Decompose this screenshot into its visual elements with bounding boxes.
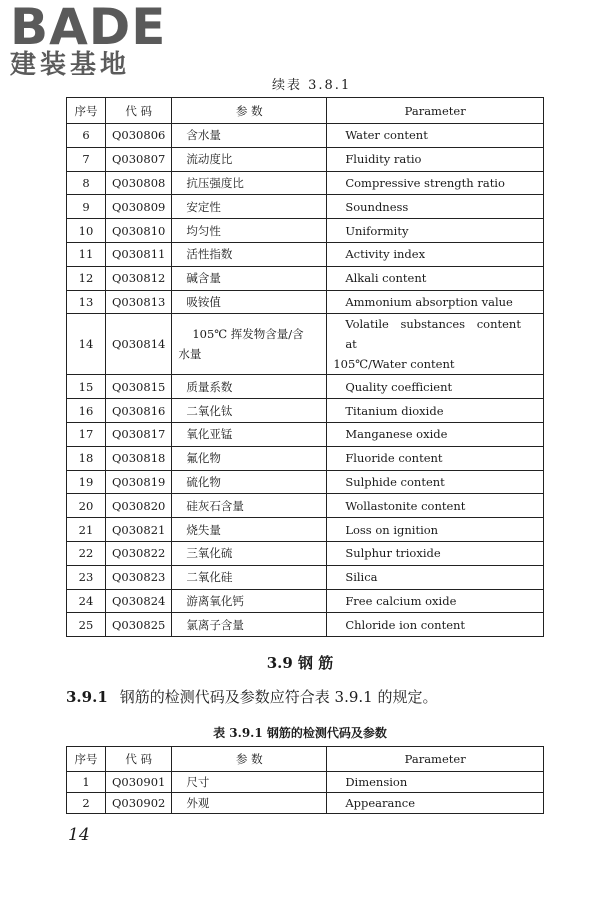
cell-no: 20 — [67, 494, 106, 518]
cell-no: 17 — [67, 422, 106, 446]
table-row — [67, 422, 544, 446]
cell-code: Q030816 — [106, 399, 172, 423]
header-code: 代 码 — [106, 747, 172, 772]
cell-no: 9 — [67, 195, 106, 219]
cell-cn: 二氧化钛 — [172, 399, 327, 423]
cell-cn: 安定性 — [172, 195, 327, 219]
table-header-row — [67, 747, 544, 772]
table-row — [67, 147, 544, 171]
continued-table-title: 续表 3.8.1 — [272, 78, 352, 93]
cell-en: Uniformity — [327, 219, 544, 243]
cell-code: Q030809 — [106, 195, 172, 219]
cell-cn: 碱含量 — [172, 266, 327, 290]
header-cn: 参 数 — [172, 747, 327, 772]
logo-subtitle: 建装基地 — [10, 50, 131, 80]
cell-en: Water content — [327, 124, 544, 148]
clause-3-9-1 — [66, 686, 437, 707]
cell-cn: 含水量 — [172, 124, 327, 148]
cell-no: 6 — [67, 124, 106, 148]
cell-en: Titanium dioxide — [327, 399, 544, 423]
cell-en: Manganese oxide — [327, 422, 544, 446]
cell-no: 23 — [67, 565, 106, 589]
cell-en: Chloride ion content — [327, 613, 544, 637]
table-row — [67, 541, 544, 565]
cell-cn: 尺寸 — [172, 772, 327, 793]
cell-cn: 流动度比 — [172, 147, 327, 171]
header-code: 代 码 — [106, 98, 172, 124]
cell-en: Ammonium absorption value — [327, 290, 544, 314]
cell-no: 21 — [67, 518, 106, 542]
table-row — [67, 494, 544, 518]
cell-no: 16 — [67, 399, 106, 423]
cell-code: Q030815 — [106, 375, 172, 399]
cell-code: Q030825 — [106, 613, 172, 637]
header-en: Parameter — [327, 747, 544, 772]
table-row — [67, 565, 544, 589]
cell-code: Q030821 — [106, 518, 172, 542]
clause-number: 3.9.1 — [66, 688, 108, 706]
cell-cn: 二氧化硅 — [172, 565, 327, 589]
cell-no: 15 — [67, 375, 106, 399]
cell-en: Silica — [327, 565, 544, 589]
cell-cn: 氟化物 — [172, 446, 327, 470]
cell-no: 19 — [67, 470, 106, 494]
table-row — [67, 375, 544, 399]
cell-en: Wollastonite content — [327, 494, 544, 518]
table-row — [67, 518, 544, 542]
cell-code: Q030810 — [106, 219, 172, 243]
section-title: 3.9 钢 筋 — [266, 654, 334, 672]
table-row — [67, 266, 544, 290]
table-row — [67, 219, 544, 243]
parameter-table-3-8-1 — [66, 97, 544, 637]
cell-en: Appearance — [327, 793, 544, 814]
cell-en: Sulphur trioxide — [327, 541, 544, 565]
cell-code: Q030822 — [106, 541, 172, 565]
table-row — [67, 242, 544, 266]
cell-no: 11 — [67, 242, 106, 266]
cell-en: Activity index — [327, 242, 544, 266]
cell-en: Free calcium oxide — [327, 589, 544, 613]
cell-code: Q030807 — [106, 147, 172, 171]
table-row — [67, 399, 544, 423]
cell-en: Compressive strength ratio — [327, 171, 544, 195]
cell-cn: 质量系数 — [172, 375, 327, 399]
header-no: 序号 — [67, 98, 106, 124]
cell-en: Sulphide content — [327, 470, 544, 494]
table-row — [67, 772, 544, 793]
table-row — [67, 793, 544, 814]
table-row — [67, 589, 544, 613]
table-row — [67, 446, 544, 470]
cell-no: 24 — [67, 589, 106, 613]
cell-en: Alkali content — [327, 266, 544, 290]
cell-no: 14 — [67, 314, 106, 375]
table-row — [67, 470, 544, 494]
cell-cn: 烧失量 — [172, 518, 327, 542]
cell-code: Q030813 — [106, 290, 172, 314]
cell-no: 22 — [67, 541, 106, 565]
cell-cn: 硅灰石含量 — [172, 494, 327, 518]
table-row — [67, 290, 544, 314]
header-no: 序号 — [67, 747, 106, 772]
cell-en: Quality coefficient — [327, 375, 544, 399]
cell-cn — [172, 314, 327, 375]
cell-en: Dimension — [327, 772, 544, 793]
cell-no: 10 — [67, 219, 106, 243]
cell-code: Q030812 — [106, 266, 172, 290]
cell-code: Q030823 — [106, 565, 172, 589]
cell-cn: 活性指数 — [172, 242, 327, 266]
cell-en: Fluidity ratio — [327, 147, 544, 171]
cell-cn: 三氧化硫 — [172, 541, 327, 565]
cell-no: 25 — [67, 613, 106, 637]
cell-code: Q030819 — [106, 470, 172, 494]
cell-cn-line2: 水量 — [178, 347, 202, 362]
cell-cn: 氧化亚锰 — [172, 422, 327, 446]
parameter-table-3-9-1 — [66, 746, 544, 814]
table-row — [67, 124, 544, 148]
cell-en: Loss on ignition — [327, 518, 544, 542]
table-row — [67, 171, 544, 195]
cell-code: Q030902 — [106, 793, 172, 814]
cell-code: Q030818 — [106, 446, 172, 470]
cell-no: 18 — [67, 446, 106, 470]
cell-cn-line1: 105℃ 挥发物含量/含 — [192, 327, 304, 342]
page-number: 14 — [68, 825, 90, 845]
cell-en-line2: 105℃/Water content — [333, 357, 455, 372]
cell-code: Q030901 — [106, 772, 172, 793]
cell-code: Q030820 — [106, 494, 172, 518]
cell-en: Fluoride content — [327, 446, 544, 470]
cell-no: 13 — [67, 290, 106, 314]
cell-code: Q030814 — [106, 314, 172, 375]
header-cn: 参 数 — [172, 98, 327, 124]
cell-code: Q030824 — [106, 589, 172, 613]
logo-wordmark: BADE — [10, 0, 167, 56]
cell-en: Soundness — [327, 195, 544, 219]
bade-logo — [10, 0, 180, 80]
cell-no: 7 — [67, 147, 106, 171]
cell-code: Q030808 — [106, 171, 172, 195]
cell-cn: 游离氧化钙 — [172, 589, 327, 613]
cell-code: Q030817 — [106, 422, 172, 446]
cell-no: 8 — [67, 171, 106, 195]
table-header-row — [67, 98, 544, 124]
table-row — [67, 314, 544, 375]
cell-en — [327, 314, 544, 375]
cell-cn: 均匀性 — [172, 219, 327, 243]
table-3-9-1-title: 表 3.9.1 钢筋的检测代码及参数 — [213, 726, 387, 740]
cell-cn: 硫化物 — [172, 470, 327, 494]
cell-cn: 吸铵值 — [172, 290, 327, 314]
cell-code: Q030806 — [106, 124, 172, 148]
cell-code: Q030811 — [106, 242, 172, 266]
cell-no: 2 — [67, 793, 106, 814]
cell-cn: 抗压强度比 — [172, 171, 327, 195]
table-row — [67, 195, 544, 219]
cell-no: 12 — [67, 266, 106, 290]
header-en: Parameter — [327, 98, 544, 124]
cell-en-line1: Volatile substances content at — [345, 317, 521, 352]
cell-cn: 氯离子含量 — [172, 613, 327, 637]
clause-text: 钢筋的检测代码及参数应符合表 3.9.1 的规定。 — [119, 688, 438, 706]
table-row — [67, 613, 544, 637]
cell-no: 1 — [67, 772, 106, 793]
cell-cn: 外观 — [172, 793, 327, 814]
